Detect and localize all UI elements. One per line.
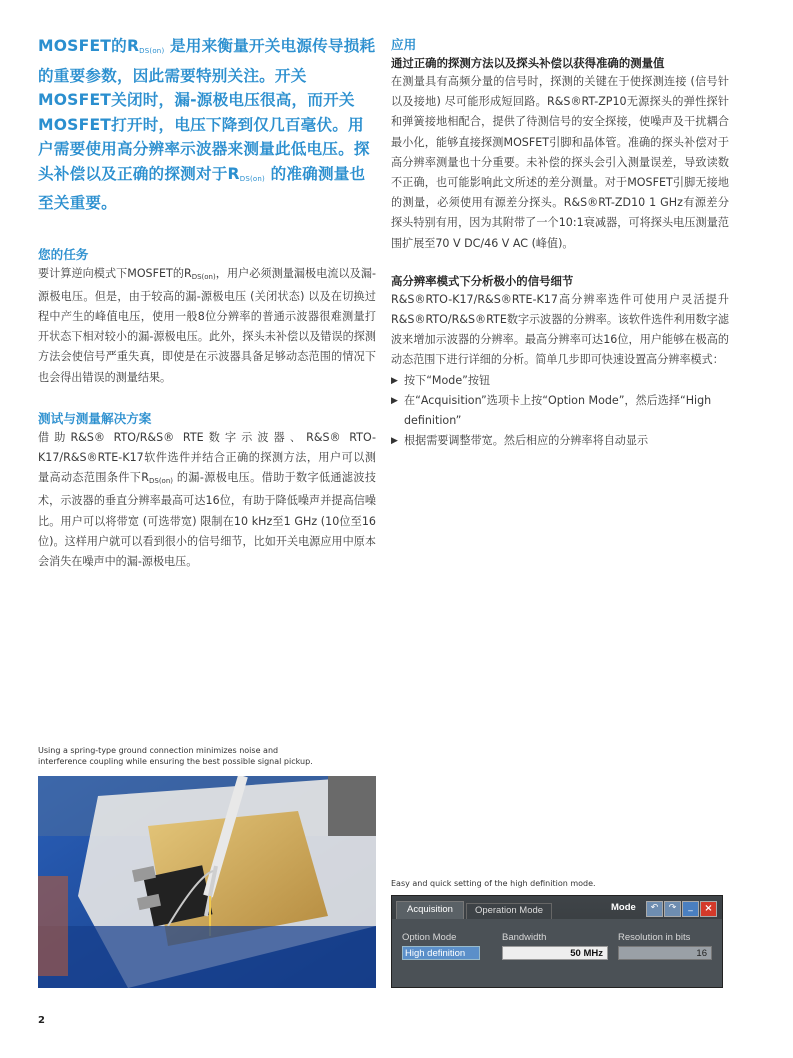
list-item: ▶ 按下“Mode”按钮 xyxy=(391,371,729,391)
acquisition-dialog xyxy=(391,895,723,988)
probing-text: 在测量具有高频分量的信号时，探测的关键在于使探测连接 (信号针以及接地) 尽可能形成短回路。R&S®RT-ZP10无源探头的弹性探针和弹簧接地相配合，提供了待测信号的安全探接，使噪声及干扰耦合最小化，能够直接探测MOSFET引脚和晶体管。准确的探头补偿对于高分辨率测量也十分重要。未补偿的探头会引入测量误差，导致读数不正确，也可能影响此文所述的差分测量。对于MOSFET引脚无接地的测量，必须使用有源差分探头。R&S®RT-ZD10 1 GHz有源差分探头特别有用，因为其附带了一个10:1衰减器，可将探头电压测量范围扩展至70 V DC/46 V AC (峰值)。 xyxy=(391,75,729,250)
close-icon[interactable]: × xyxy=(700,901,717,917)
solution-text: 借助R&S® RTO/R&S® RTE数字示波器、R&S® RTO-K17/R&S®RTE-K17软件选件并结合正确的探测方法，用户可以测量高动态范围条件下$R_{DS(on)}$ 的漏-源极电压。借助于数字低通滤波技术，示波器的垂直分辨率最高可达16位，有助于降低噪声并提高信噪比。用户可以将带宽 (可选带宽) 限制在10 kHz至1 GHz (10位至16位)。这样用户就可以看到很小的信号细节，比如开关电源应用中原本会消失在噪声中的漏-源极电压。 xyxy=(38,430,376,568)
redo-icon[interactable]: ↷ xyxy=(664,901,681,917)
list-item: ▶ 在“Acquisition”选项卡上按“Option Mode”，然后选择“High definition” xyxy=(391,391,729,431)
solution-heading: 测试与测量解决方案 xyxy=(38,410,152,426)
bandwidth-input[interactable]: 50 MHz xyxy=(502,946,608,960)
option-mode-label: Option Mode xyxy=(402,932,457,943)
application-heading: 应用 xyxy=(391,37,417,52)
steps-list xyxy=(391,371,729,452)
right-column xyxy=(391,36,729,451)
triangle-bullet-icon: ▶ xyxy=(391,375,398,386)
tab-operation-mode[interactable]: Operation Mode xyxy=(466,903,552,919)
triangle-bullet-icon: ▶ xyxy=(391,436,398,447)
hd-subheading: 高分辨率模式下分析极小的信号细节 xyxy=(391,273,574,288)
mode-label: Mode xyxy=(611,902,636,913)
resolution-label: Resolution in bits xyxy=(618,932,691,943)
undo-icon[interactable]: ↶ xyxy=(646,901,663,917)
bandwidth-label: Bandwidth xyxy=(502,932,547,943)
screen-caption: Easy and quick setting of the high definition mode. xyxy=(391,879,596,888)
triangle-bullet-icon: ▶ xyxy=(391,395,398,406)
tab-acquisition[interactable]: Acquisition xyxy=(396,901,464,919)
probe-illustration xyxy=(38,776,376,988)
task-heading: 您的任务 xyxy=(38,246,89,262)
intro-paragraph: MOSFET的$R_{DS(on)}$ 是用来衡量开关电源传导损耗的重要参数，因此需要特别关注。开关MOSFET关闭时，漏-源极电压很高，而开关MOSFET打开时，电压下降到仅几百毫伏。用户需要使用高分辨率示波器来测量此低电压。探头补偿以及正确的探测对于$R_{DS(on)}$ 的准确测量也至关重要。 xyxy=(38,37,376,212)
minimize-icon[interactable]: _ xyxy=(682,901,699,917)
task-text: 要计算逆向模式下MOSFET的$R_{DS(on)}$，用户必须测量漏极电流以及漏-源极电压。但是，由于较高的漏-源极电压 (关闭状态) 以及在切换过程中产生的峰值电压，使用一般8位分辨率的普通示波器很难测量打开状态下相对较小的漏-源极电压。此外，探头未补偿以及错误的探测方法会使信号严重失真，即使是在示波器具备足够动态范围的情况下也会得出错误的测量结果。 xyxy=(38,266,376,384)
option-mode-select[interactable]: High definition xyxy=(402,946,480,960)
probing-subheading: 通过正确的探测方法以及探头补偿以获得准确的测量值 xyxy=(391,56,665,70)
probe-photo xyxy=(38,776,376,988)
list-item: ▶ 根据需要调整带宽。然后相应的分辨率将自动显示 xyxy=(391,431,729,451)
page-number: 2 xyxy=(38,1015,45,1026)
left-column xyxy=(38,34,376,572)
resolution-readout: 16 xyxy=(618,946,712,960)
photo-caption: Using a spring-type ground connection minimizes noise and interference coupling while ensuring the best possible signal pickup. xyxy=(38,746,313,766)
hd-text: R&S®RTO-K17/R&S®RTE-K17高分辨率选件可使用户灵活提升R&S®RTO/R&S®RTE数字示波器的分辨率。该软件选件利用数字滤波来增加示波器的分辨率。最高分辨率可达16位，用户能够在极高的动态范围下进行详细的分析。简单几步即可快速设置高分辨率模式： xyxy=(391,292,729,367)
